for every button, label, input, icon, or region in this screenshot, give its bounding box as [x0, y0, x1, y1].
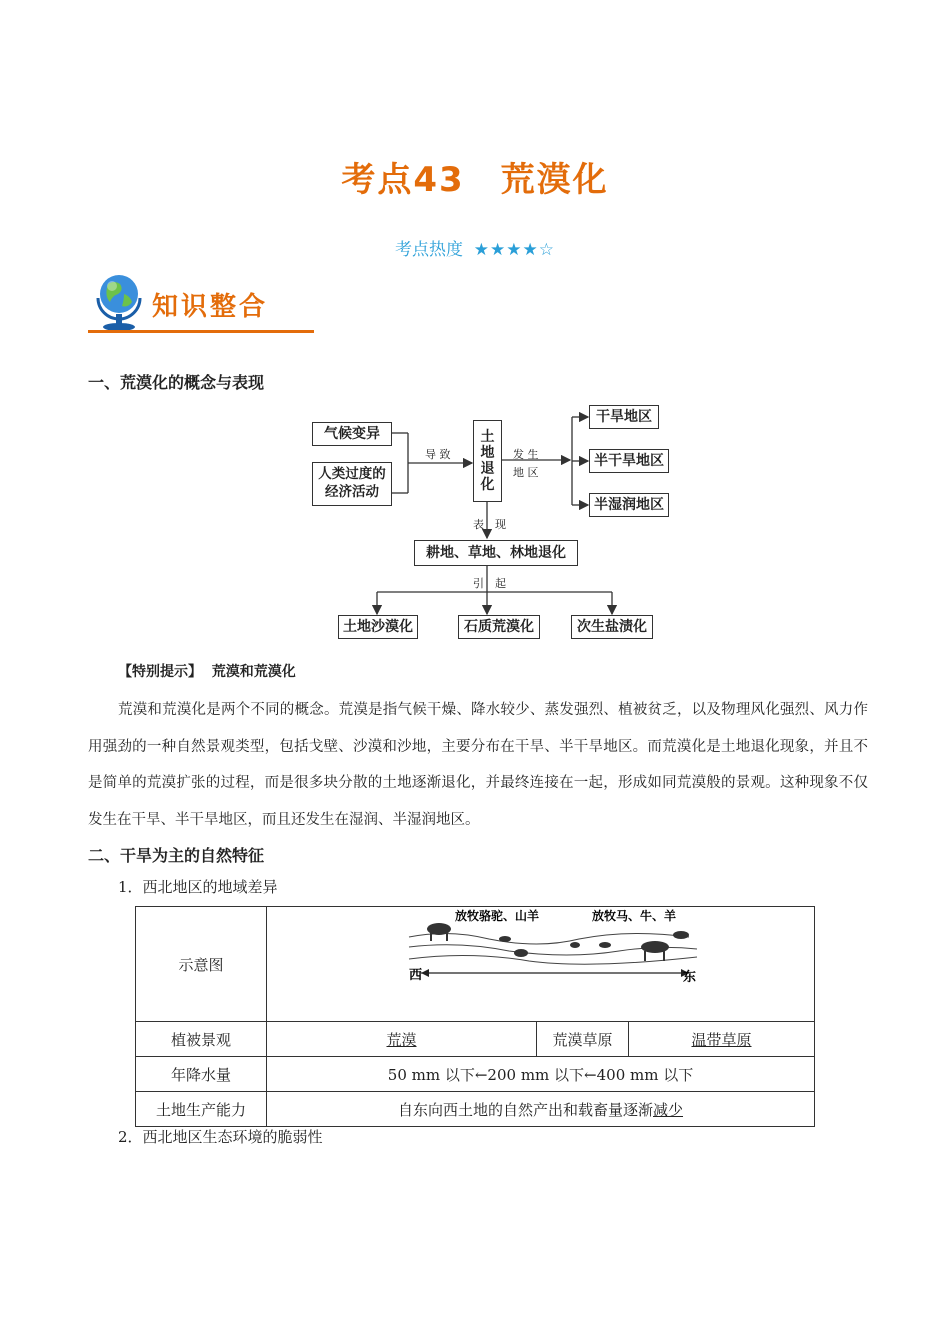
northwest-table: [135, 906, 815, 1127]
tip-paragraph: 荒漠和荒漠化是两个不同的概念。荒漠是指气候干燥、降水较少、蒸发强烈、植被贫乏，以及物理风化强烈、风力作用强劲的一种自然景观类型，包括戈壁、沙漠和沙地，主要分布在干旱、半干旱地区。而荒漠化是土地退化现象，并且不是简单的荒漠扩张的过程，而是很多块分散的土地逐渐退化，并最终连接在一起，形成如同荒漠般的景观。这种现象不仅发生在干旱、半干旱地区，而且还发生在湿润、半湿润地区。: [88, 702, 868, 828]
region-semi-arid: 半干旱地区: [589, 449, 669, 473]
heat-label: 考点热度: [394, 240, 463, 260]
globe-icon: [90, 270, 148, 332]
label-west: 西: [408, 968, 422, 983]
section-1-heading: 一、荒漠化的概念与表现: [88, 373, 265, 392]
page-title: 考点43 荒漠化: [341, 160, 609, 200]
label-cause: 导 致: [425, 448, 451, 461]
row-label-productivity: 土地生产能力: [136, 1092, 267, 1127]
heat-rating: [0, 235, 950, 260]
result-desertification: 土地沙漠化: [338, 615, 418, 639]
cause-climate: 气候变异: [312, 422, 392, 446]
result-salinization: 次生盐渍化: [571, 615, 653, 639]
banner-underline: [88, 330, 314, 333]
region-arid: 干旱地区: [589, 405, 659, 429]
label-east: 东: [682, 970, 696, 985]
illustration-cell: [267, 907, 815, 1022]
result-rocky: 石质荒漠化: [458, 615, 540, 639]
section-2-heading: 二、干旱为主的自然特征: [88, 846, 265, 865]
productivity-text: 自东向西土地的自然产出和载畜量逐渐: [397, 1100, 653, 1119]
vegetation-desert: 荒漠: [267, 1022, 537, 1057]
special-tip: [118, 661, 296, 681]
landscape-illustration: [269, 907, 813, 1017]
productivity-keyword: 减少: [653, 1100, 684, 1119]
subheading-1: 1．西北地区的地域差异: [118, 878, 278, 896]
productivity-value: [267, 1092, 815, 1127]
manifestation: 耕地、草地、林地退化: [414, 540, 578, 566]
rainfall-value: 50 mm 以下←200 mm 以下←400 mm 以下: [267, 1057, 815, 1092]
label-show: 表 现: [473, 518, 506, 531]
row-label-rainfall: 年降水量: [136, 1057, 267, 1092]
center-land-degradation: 土地退化: [473, 420, 502, 502]
row-label-vegetation: 植被景观: [136, 1022, 267, 1057]
heat-stars: ★★★★☆: [473, 240, 555, 260]
vegetation-desert-steppe: 荒漠草原: [537, 1022, 629, 1057]
region-semi-humid: 半湿润地区: [589, 493, 669, 517]
label-occur-bottom: 地 区: [513, 466, 539, 479]
subheading-2: 2．西北地区生态环境的脆弱性: [118, 1128, 323, 1146]
section-banner: 知识整合: [152, 292, 269, 322]
vegetation-temperate-steppe: 温带草原: [628, 1022, 814, 1057]
tip-label: 【特别提示】: [118, 664, 202, 680]
cause-human: 人类过度的经济活动: [312, 462, 392, 506]
label-cause2: 引 起: [473, 577, 506, 590]
row-label-illustration: 示意图: [136, 907, 267, 1022]
tip-topic: 荒漠和荒漠化: [211, 664, 296, 680]
label-occur-top: 发 生: [513, 448, 539, 461]
caption-right: 放牧马、牛、羊: [591, 909, 676, 923]
caption-left: 放牧骆驼、山羊: [454, 909, 539, 923]
